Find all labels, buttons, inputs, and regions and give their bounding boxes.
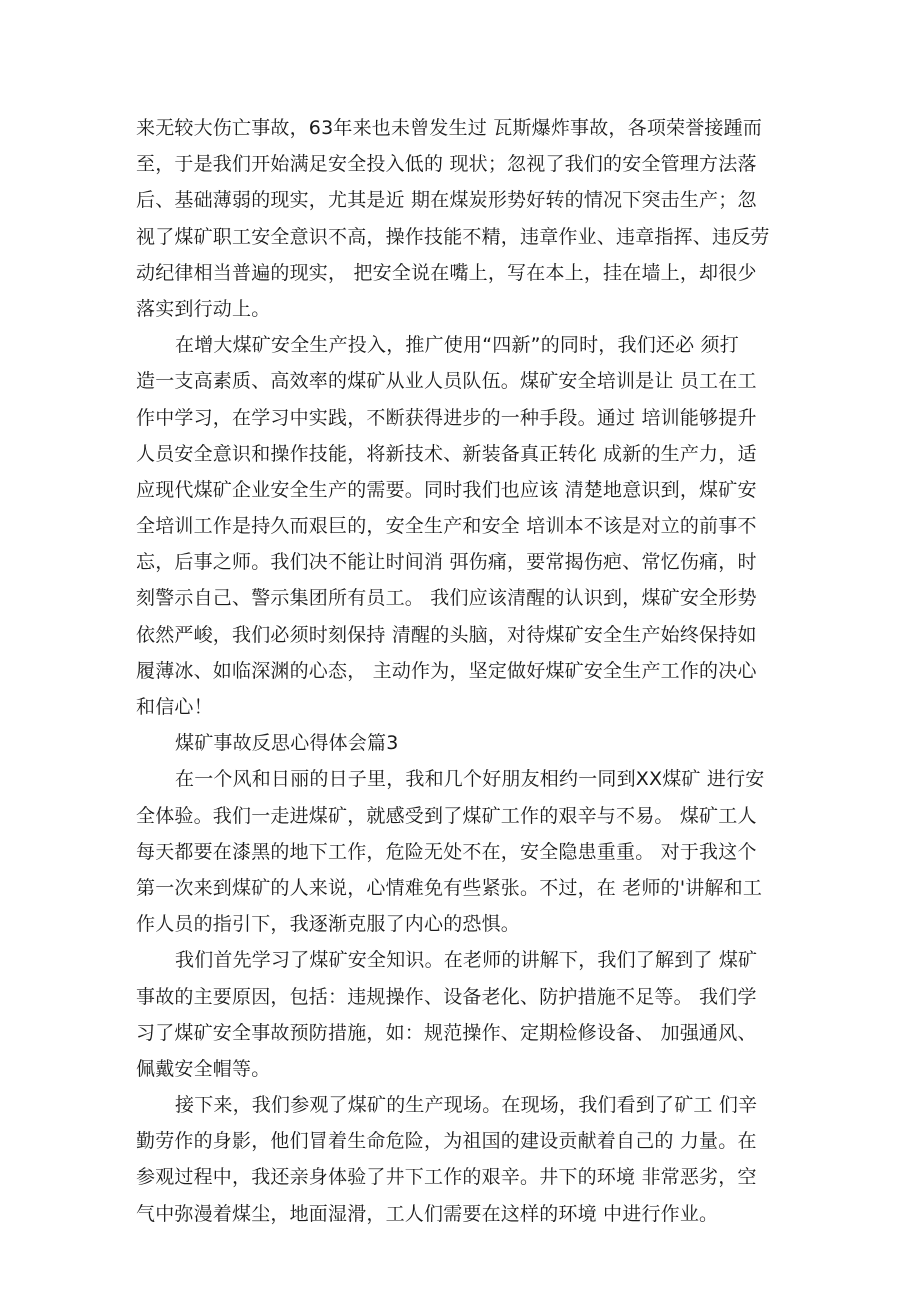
paragraph-start-line: 我们首先学习了煤矿安全知识。在老师的讲解下，我们了解到了 煤矿 bbox=[175, 949, 758, 972]
paragraph-start-line: 在增大煤矿安全生产投入，推广使用“四新”的同时，我们还必 须打 bbox=[175, 334, 739, 357]
text-line: 依然严峻，我们必须时刻保持 清醒的头脑，对待煤矿安全生产始终保持如 bbox=[136, 623, 757, 646]
text-line: 每天都要在漆黑的地下工作，危险无处不在，安全隐患重重。 对于我这个 bbox=[136, 840, 757, 863]
text-line: 视了煤矿职工安全意识不高，操作技能不精，违章作业、违章指挥、违反劳 bbox=[136, 225, 770, 248]
text-line: 习了煤矿安全事故预防措施，如：规范操作、定期检修设备、 加强通风、 bbox=[136, 1021, 757, 1044]
text-line: 勤劳作的身影，他们冒着生命危险，为祖国的建设贡献着自己的 力量。在 bbox=[136, 1130, 757, 1153]
document-page bbox=[136, 110, 791, 1232]
text-line: 和信心！ bbox=[136, 696, 213, 718]
text-line: 后、基础薄弱的现实，尤其是近 期在煤炭形势好转的情况下突击生产；忽 bbox=[136, 189, 757, 212]
text-line: 参观过程中，我还亲身体验了井下工作的艰辛。井下的环境 非常恶劣，空 bbox=[136, 1166, 757, 1189]
paragraph-start-line: 接下来，我们参观了煤矿的生产现场。在现场，我们看到了矿工 们辛 bbox=[175, 1094, 758, 1117]
text-line: 作中学习，在学习中实践，不断获得进步的一种手段。通过 培训能够提升 bbox=[136, 406, 757, 429]
text-line: 忘，后事之师。我们决不能让时间消 弭伤痛，要常揭伤疤、常忆伤痛，时 bbox=[136, 551, 757, 574]
text-line: 应现代煤矿企业安全生产的需要。同时我们也应该 清楚地意识到，煤矿安 bbox=[136, 478, 757, 501]
text-line: 刻警示自己、警示集团所有员工。 我们应该清醒的认识到，煤矿安全形势 bbox=[136, 587, 757, 610]
paragraph-start-line: 在一个风和日丽的日子里，我和几个好朋友相约一同到XX煤矿 进行安 bbox=[175, 768, 765, 791]
text-line: 履薄冰、如临深渊的心态， 主动作为，坚定做好煤矿安全生产工作的决心 bbox=[136, 659, 757, 682]
text-line: 落实到行动上。 bbox=[136, 297, 271, 320]
text-line: 全培训工作是持久而艰巨的，安全生产和安全 培训本不该是对立的前事不 bbox=[136, 515, 757, 538]
text-line: 人员安全意识和操作技能，将新技术、新装备真正转化 成新的生产力，适 bbox=[136, 442, 757, 465]
text-line: 动纪律相当普遍的现实， 把安全说在嘴上，写在本上，挂在墙上，却很少 bbox=[136, 261, 757, 284]
section-heading: 煤矿事故反思心得体会篇3 bbox=[175, 732, 399, 755]
text-line: 事故的主要原因，包括：违规操作、设备老化、防护措施不足等。 我们学 bbox=[136, 985, 757, 1008]
text-line: 作人员的指引下，我逐渐克服了内心的恐惧。 bbox=[136, 913, 521, 936]
text-line: 全体验。我们一走进煤矿，就感受到了煤矿工作的艰辛与不易。 煤矿工人 bbox=[136, 804, 757, 827]
text-line: 至，于是我们开始满足安全投入低的 现状；忽视了我们的安全管理方法落 bbox=[136, 153, 757, 176]
text-line: 佩戴安全帽等。 bbox=[136, 1057, 271, 1080]
text-line: 来无较大伤亡事故，63年来也未曾发生过 瓦斯爆炸事故，各项荣誉接踵而 bbox=[136, 117, 763, 139]
text-line: 造一支高素质、高效率的煤矿从业人员队伍。煤矿安全培训是让 员工在工 bbox=[136, 370, 757, 393]
text-line: 气中弥漫着煤尘，地面湿滑，工人们需要在这样的环境 中进行作业。 bbox=[136, 1202, 719, 1225]
text-line: 第一次来到煤矿的人来说，心情难免有些紧张。不过，在 老师的'讲解和工 bbox=[136, 876, 763, 899]
